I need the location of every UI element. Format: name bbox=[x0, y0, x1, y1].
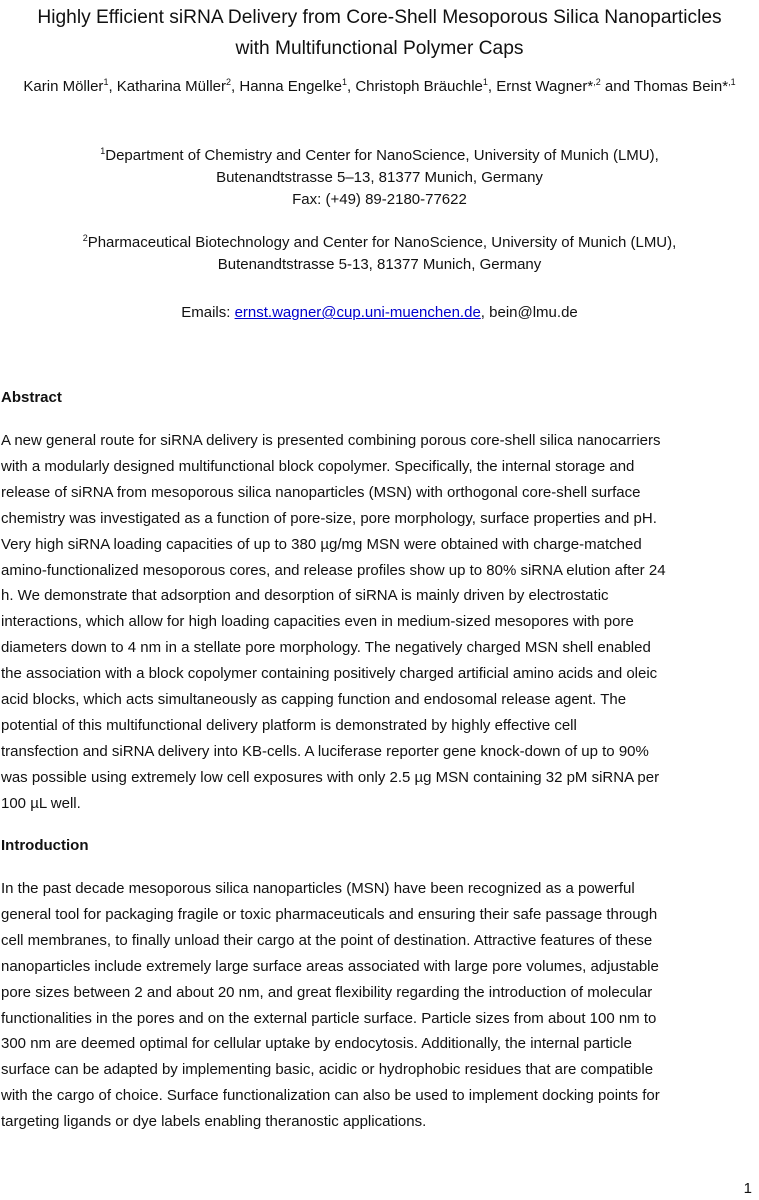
author-affiliation-mark: 1 bbox=[103, 77, 109, 87]
author-separator: , bbox=[231, 78, 240, 95]
introduction-paragraph: In the past decade mesoporous silica nanoparticles (MSN) have been recognized as a powerful general tool for packaging fragile or toxic pharmaceuticals and ensuring their safe passage through cell membranes, to finally unload their cargo at the point of destination. Attractive features of these nanoparticles include extremely large surface areas associated with large pore volumes, adjustable pore sizes between 2 and about 20 nm, and great flexibility regarding the introduction of molecular functionalities in the pores and on the external particle surface. Particle sizes from about 100 nm to 300 nm are deemed optimal for cellular uptake by endocytosis. Additionally, the internal particle surface can be adapted by implementing basic, acidic or hydrophobic residues that are compatible with the cargo of choice. Surface functionalization can also be used to implement docking points for targeting ligands or dye labels enabling theranostic applications. bbox=[1, 880, 660, 1131]
email-bein: bein@lmu.de bbox=[489, 304, 578, 321]
author-separator: , bbox=[487, 78, 497, 95]
affiliation-1 bbox=[0, 145, 759, 211]
author-affiliation-mark: ,1 bbox=[728, 77, 736, 87]
abstract-heading: Abstract bbox=[1, 389, 62, 406]
title-line-2: with Multifunctional Polymer Caps bbox=[235, 38, 524, 59]
author-list bbox=[0, 74, 759, 100]
author-separator: , bbox=[108, 78, 117, 95]
affiliation-line: Department of Chemistry and Center for NanoScience, University of Munich (LMU), bbox=[105, 147, 659, 164]
author-name: Ernst Wagner* bbox=[496, 78, 594, 95]
author-affiliation-mark: 2 bbox=[226, 77, 232, 87]
affiliation-2 bbox=[0, 232, 759, 276]
email-link-wagner[interactable]: ernst.wagner@cup.uni-muenchen.de bbox=[234, 304, 481, 321]
author-separator: and bbox=[600, 78, 634, 95]
affiliation-mark: 2 bbox=[82, 233, 88, 243]
emails-separator: , bbox=[480, 304, 490, 321]
author-separator: , bbox=[346, 78, 356, 95]
affiliation-address: Butenandtstrasse 5-13, 81377 Munich, Germany bbox=[217, 256, 542, 273]
author-name: Hanna Engelke bbox=[239, 78, 342, 95]
affiliation-fax: Fax: (+49) 89-2180-77622 bbox=[292, 191, 467, 208]
author-name: Karin Möller bbox=[23, 78, 104, 95]
author-name: Katharina Müller bbox=[116, 78, 227, 95]
contact-emails bbox=[0, 302, 759, 324]
author-affiliation-mark: 1 bbox=[482, 77, 488, 87]
paper-title bbox=[0, 2, 759, 64]
author-affiliation-mark: ,2 bbox=[593, 77, 601, 87]
page-number: 1 bbox=[743, 1180, 752, 1197]
title-line-1: Highly Efficient siRNA Delivery from Core-Shell Mesoporous Silica Nanoparticles bbox=[37, 7, 722, 28]
affiliation-mark: 1 bbox=[100, 146, 106, 156]
author-affiliation-mark: 1 bbox=[341, 77, 347, 87]
author-name: Thomas Bein* bbox=[633, 78, 729, 95]
emails-label: Emails: bbox=[181, 304, 235, 321]
abstract-paragraph: A new general route for siRNA delivery is presented combining porous core-shell silica nanocarriers with a modularly designed multifunctional block copolymer. Specifically, the internal storage and release of siRNA from mesoporous silica nanoparticles (MSN) with orthogonal core-shell surface chemistry was investigated as a function of pore-size, pore morphology, surface properties and pH. Very high siRNA loading capacities of up to 380 µg/mg MSN were obtained with charge-matched amino-functionalized mesoporous cores, and release profiles show up to 80% siRNA elution after 24 h. We demonstrate that adsorption and desorption of siRNA is mainly driven by electrostatic interactions, which allow for high loading capacities even in medium-sized mesopores with pore diameters down to 4 nm in a stellate pore morphology. The negatively charged MSN shell enabled the association with a block copolymer containing positively charged artificial amino acids and oleic acid blocks, which acts simultaneously as capping function and endosomal release agent. The potential of this multifunctional delivery platform is demonstrated by highly effective cell transfection and siRNA delivery into KB-cells. A luciferase reporter gene knock-down of up to 90% was possible using extremely low cell exposures with only 2.5 µg MSN containing 32 pM siRNA per 100 µL well. bbox=[1, 432, 666, 812]
author-name: Christoph Bräuchle bbox=[355, 78, 483, 95]
affiliation-line: Pharmaceutical Biotechnology and Center for NanoScience, University of Munich (LMU), bbox=[87, 234, 677, 251]
affiliation-address: Butenandtstrasse 5–13, 81377 Munich, Germany bbox=[216, 169, 543, 186]
introduction-heading: Introduction bbox=[1, 837, 89, 854]
